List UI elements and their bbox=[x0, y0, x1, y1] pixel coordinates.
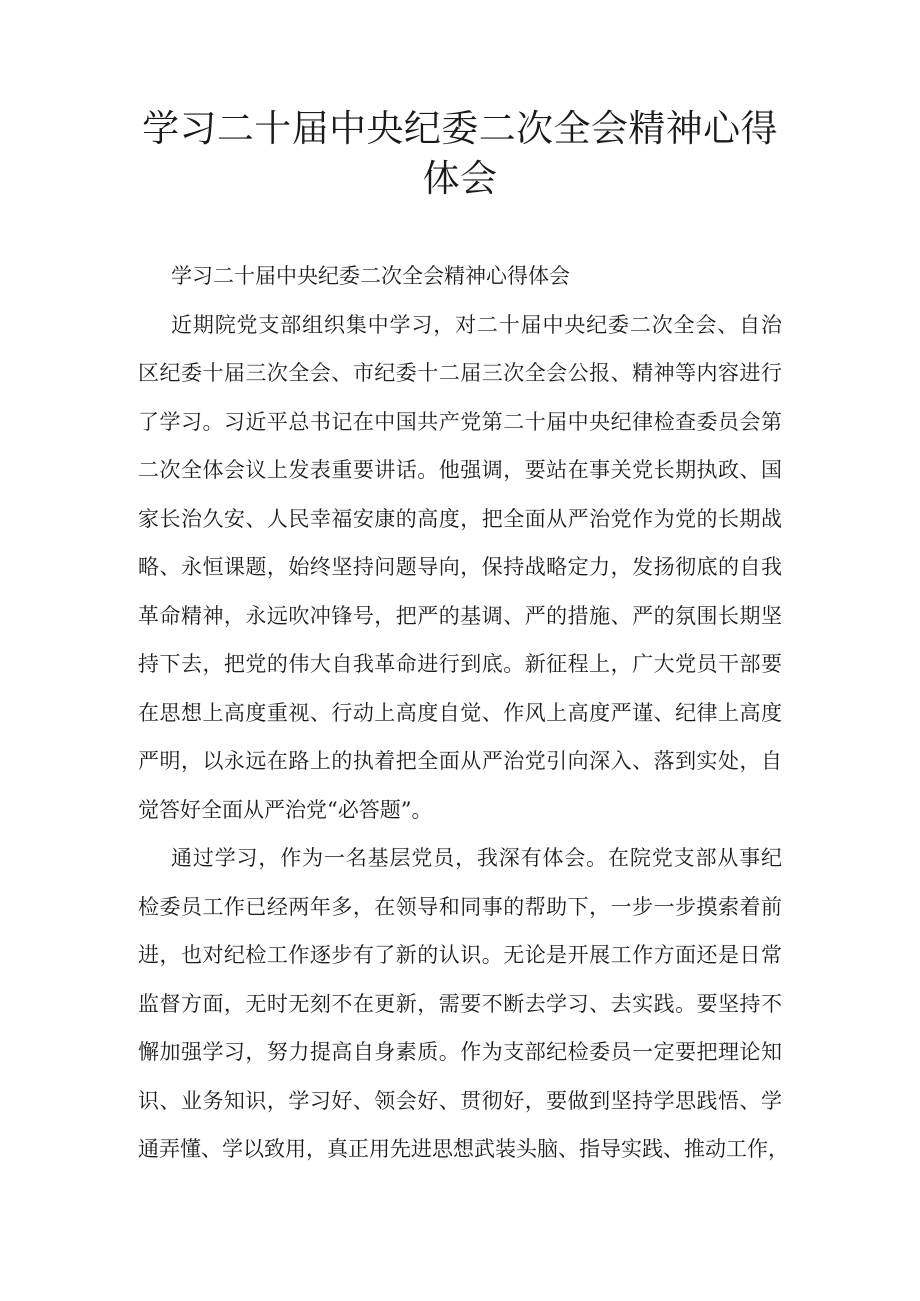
paragraph-1-line-4: 二次全体会议上发表重要讲话。他强调，要站在事关党长期执政、国 bbox=[138, 458, 782, 482]
paragraph-1-line-5: 家长治久安、人民幸福安康的高度，把全面从严治党作为党的长期战 bbox=[138, 506, 782, 531]
paragraph-1-line-9: 在思想上高度重视、行动上高度自觉、作风上高度严谨、纪律上高度 bbox=[138, 700, 782, 725]
paragraph-2-line-5: 懈加强学习，努力提高自身素质。作为支部纪检委员一定要把理论知 bbox=[138, 1040, 782, 1064]
paragraph-1-line-2: 区纪委十届三次全会、市纪委十二届三次全会公报、精神等内容进行 bbox=[138, 361, 782, 385]
paragraph-1-line-1: 近期院党支部组织集中学习，对二十届中央纪委二次全会、自治 bbox=[171, 312, 782, 337]
paragraph-1-line-3: 了学习。习近平总书记在中国共产党第二十届中央纪律检查委员会第 bbox=[138, 409, 782, 434]
paragraph-2-line-7: 通弄懂、学以致用，真正用先进思想武装头脑、指导实践、推动工作， bbox=[138, 1137, 789, 1161]
paragraph-2-line-3: 进，也对纪检工作逐步有了新的认识。无论是开展工作方面还是日常 bbox=[138, 943, 782, 967]
paragraph-2-line-4: 监督方面，无时无刻不在更新，需要不断去学习、去实践。要坚持不 bbox=[138, 991, 782, 1016]
paragraph-1-line-7: 革命精神，永远吹冲锋号，把严的基调、严的措施、严的氛围长期坚 bbox=[138, 603, 782, 628]
document-body bbox=[138, 252, 789, 1174]
subtitle-line: 学习二十届中央纪委二次全会精神心得体会 bbox=[171, 264, 570, 288]
paragraph-2-line-1: 通过学习，作为一名基层党员，我深有体会。在院党支部从事纪 bbox=[171, 846, 782, 870]
paragraph-1-line-10: 严明，以永远在路上的执着把全面从严治党引向深入、落到实处，自 bbox=[138, 749, 782, 773]
paragraph-2-line-6: 识、业务知识，学习好、领会好、贯彻好，要做到坚持学思践悟、学 bbox=[138, 1088, 782, 1113]
document-title: 学习二十届中央纪委二次全会精神心得体会 bbox=[142, 107, 778, 200]
paragraph-1-line-11: 觉答好全面从严治党“必答题”。 bbox=[138, 797, 433, 822]
paragraph-2-line-2: 检委员工作已经两年多，在领导和同事的帮助下，一步一步摸索着前 bbox=[138, 894, 782, 919]
paragraph-1-line-8: 持下去，把党的伟大自我革命进行到底。新征程上，广大党员干部要 bbox=[138, 652, 782, 676]
paragraph-1-line-6: 略、永恒课题，始终坚持问题导向，保持战略定力，发扬彻底的自我 bbox=[138, 555, 782, 579]
